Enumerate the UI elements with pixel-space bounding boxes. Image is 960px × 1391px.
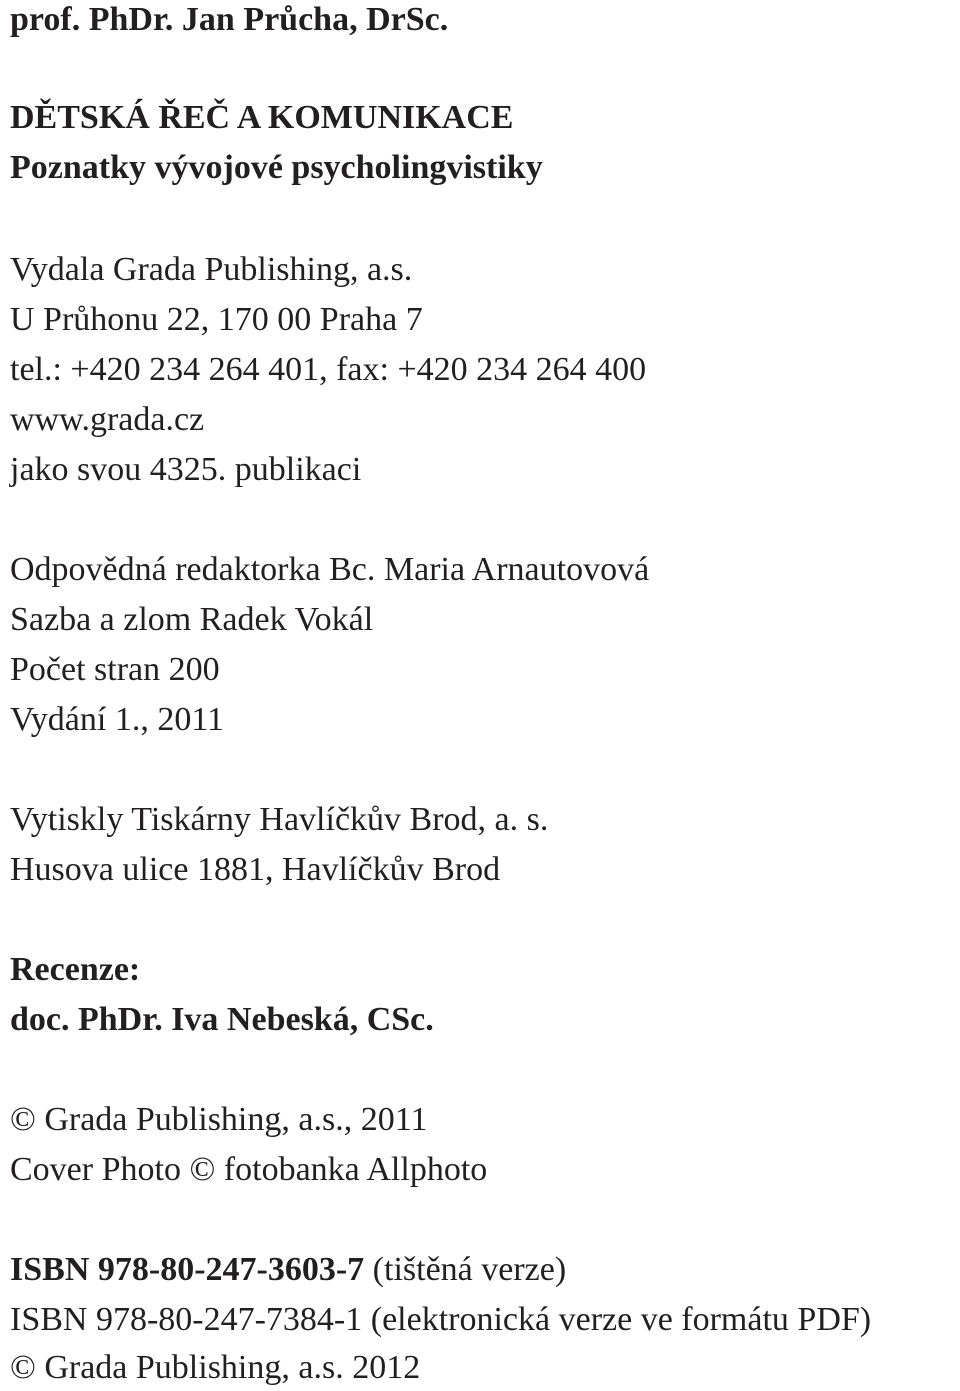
isbn-print-note: (tištěná verze) bbox=[372, 1251, 567, 1288]
isbn-electronic: ISBN 978-80-247-7384-1 (elektronická verze ve formátu PDF) bbox=[10, 1301, 872, 1338]
publication-number: jako svou 4325. publikaci bbox=[10, 451, 362, 488]
typesetting-line: Sazba a zlom Radek Vokál bbox=[10, 601, 374, 638]
isbn-print-number: ISBN 978-80-247-3603-7 bbox=[10, 1251, 365, 1288]
publisher-website: www.grada.cz bbox=[10, 401, 205, 438]
publisher-address: U Průhonu 22, 170 00 Praha 7 bbox=[10, 301, 423, 338]
printer-name: Vytiskly Tiskárny Havlíčkův Brod, a. s. bbox=[10, 801, 549, 838]
author-name: prof. PhDr. Jan Průcha, DrSc. bbox=[10, 1, 449, 38]
edition-line: Vydání 1., 2011 bbox=[10, 701, 225, 738]
electronic-copyright-text: Grada Publishing, a.s. 2012 bbox=[44, 1349, 421, 1386]
electronic-copyright bbox=[10, 1348, 420, 1388]
copyright-icon: © bbox=[10, 1101, 36, 1138]
cover-photo-credit bbox=[10, 1150, 487, 1190]
isbn-print bbox=[10, 1250, 566, 1290]
editor-line: Odpovědná redaktorka Bc. Maria Arnautovová bbox=[10, 551, 650, 588]
copyright-publisher bbox=[10, 1100, 427, 1140]
copyright-publisher-text: Grada Publishing, a.s., 2011 bbox=[44, 1101, 428, 1138]
cover-photo-label: Cover Photo bbox=[10, 1151, 181, 1188]
reviewer-name: doc. PhDr. Iva Nebeská, CSc. bbox=[10, 1001, 434, 1038]
page-count: Počet stran 200 bbox=[10, 651, 220, 688]
publisher-line: Vydala Grada Publishing, a.s. bbox=[10, 251, 413, 288]
copyright-icon: © bbox=[189, 1151, 216, 1188]
publisher-phone: tel.: +420 234 264 401, fax: +420 234 264 400 bbox=[10, 351, 647, 388]
printer-address: Husova ulice 1881, Havlíčkův Brod bbox=[10, 851, 501, 888]
review-label: Recenze: bbox=[10, 951, 141, 988]
copyright-icon: © bbox=[10, 1349, 36, 1386]
book-subtitle: Poznatky vývojové psycholingvistiky bbox=[10, 149, 543, 186]
book-title: DĚTSKÁ ŘEČ A KOMUNIKACE bbox=[10, 99, 514, 136]
cover-photo-source: fotobanka Allphoto bbox=[223, 1151, 488, 1188]
